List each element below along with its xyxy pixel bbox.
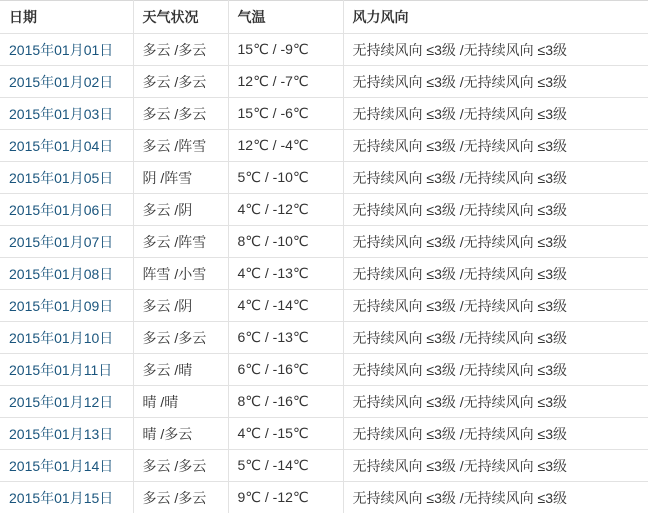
date-link[interactable]: 2015年01月11日	[9, 361, 113, 378]
weather-cell: 阴 /阵雪	[133, 162, 228, 194]
date-link[interactable]: 2015年01月06日	[9, 201, 114, 218]
temp-cell: 15℃ / -9℃	[228, 34, 343, 66]
date-link[interactable]: 2015年01月09日	[9, 297, 114, 314]
temp-cell: 6℃ / -13℃	[228, 322, 343, 354]
date-cell	[0, 34, 133, 66]
table-row	[0, 290, 648, 322]
wind-cell: 无持续风向 ≤3级 /无持续风向 ≤3级	[343, 130, 648, 162]
date-link[interactable]: 2015年01月10日	[9, 329, 114, 346]
date-cell	[0, 418, 133, 450]
temp-cell: 4℃ / -13℃	[228, 258, 343, 290]
date-cell	[0, 482, 133, 513]
table-row	[0, 34, 648, 66]
weather-cell: 多云 /阴	[133, 290, 228, 322]
wind-cell: 无持续风向 ≤3级 /无持续风向 ≤3级	[343, 450, 648, 482]
date-cell	[0, 386, 133, 418]
table-row	[0, 386, 648, 418]
temp-cell: 15℃ / -6℃	[228, 98, 343, 130]
header-row	[0, 1, 648, 34]
col-header-date: 日期	[0, 1, 133, 34]
weather-cell: 多云 /多云	[133, 34, 228, 66]
date-cell	[0, 226, 133, 258]
temp-cell: 6℃ / -16℃	[228, 354, 343, 386]
weather-cell: 多云 /多云	[133, 66, 228, 98]
weather-cell: 多云 /阴	[133, 194, 228, 226]
weather-cell: 阵雪 /小雪	[133, 258, 228, 290]
table-row	[0, 354, 648, 386]
col-header-weather: 天气状况	[133, 1, 228, 34]
table-row	[0, 98, 648, 130]
table-row	[0, 450, 648, 482]
table-row	[0, 130, 648, 162]
temp-cell: 4℃ / -12℃	[228, 194, 343, 226]
wind-cell: 无持续风向 ≤3级 /无持续风向 ≤3级	[343, 418, 648, 450]
temp-cell: 8℃ / -10℃	[228, 226, 343, 258]
weather-cell: 多云 /多云	[133, 482, 228, 513]
date-cell	[0, 450, 133, 482]
weather-cell: 晴 /晴	[133, 386, 228, 418]
temp-cell: 4℃ / -15℃	[228, 418, 343, 450]
date-link[interactable]: 2015年01月12日	[9, 393, 114, 410]
wind-cell: 无持续风向 ≤3级 /无持续风向 ≤3级	[343, 226, 648, 258]
wind-cell: 无持续风向 ≤3级 /无持续风向 ≤3级	[343, 162, 648, 194]
wind-cell: 无持续风向 ≤3级 /无持续风向 ≤3级	[343, 322, 648, 354]
weather-cell: 多云 /多云	[133, 450, 228, 482]
weather-cell: 多云 /晴	[133, 354, 228, 386]
temp-cell: 12℃ / -4℃	[228, 130, 343, 162]
date-link[interactable]: 2015年01月04日	[9, 137, 114, 154]
temp-cell: 4℃ / -14℃	[228, 290, 343, 322]
date-link[interactable]: 2015年01月03日	[9, 105, 114, 122]
temp-cell: 12℃ / -7℃	[228, 66, 343, 98]
col-header-temp: 气温	[228, 1, 343, 34]
temp-cell: 8℃ / -16℃	[228, 386, 343, 418]
date-cell	[0, 290, 133, 322]
table-row	[0, 482, 648, 513]
col-header-wind: 风力风向	[343, 1, 648, 34]
weather-cell: 多云 /阵雪	[133, 130, 228, 162]
weather-cell: 多云 /阵雪	[133, 226, 228, 258]
wind-cell: 无持续风向 ≤3级 /无持续风向 ≤3级	[343, 258, 648, 290]
date-link[interactable]: 2015年01月13日	[9, 425, 114, 442]
temp-cell: 5℃ / -10℃	[228, 162, 343, 194]
table-row	[0, 162, 648, 194]
wind-cell: 无持续风向 ≤3级 /无持续风向 ≤3级	[343, 354, 648, 386]
wind-cell: 无持续风向 ≤3级 /无持续风向 ≤3级	[343, 66, 648, 98]
table-row	[0, 194, 648, 226]
date-link[interactable]: 2015年01月05日	[9, 169, 114, 186]
date-cell	[0, 66, 133, 98]
date-cell	[0, 354, 133, 386]
wind-cell: 无持续风向 ≤3级 /无持续风向 ≤3级	[343, 386, 648, 418]
date-cell	[0, 98, 133, 130]
wind-cell: 无持续风向 ≤3级 /无持续风向 ≤3级	[343, 98, 648, 130]
weather-cell: 多云 /多云	[133, 322, 228, 354]
table-row	[0, 322, 648, 354]
date-cell	[0, 258, 133, 290]
table-row	[0, 66, 648, 98]
temp-cell: 9℃ / -12℃	[228, 482, 343, 513]
wind-cell: 无持续风向 ≤3级 /无持续风向 ≤3级	[343, 194, 648, 226]
table-row	[0, 258, 648, 290]
date-cell	[0, 194, 133, 226]
date-link[interactable]: 2015年01月15日	[9, 489, 114, 506]
date-link[interactable]: 2015年01月01日	[9, 41, 114, 58]
date-cell	[0, 162, 133, 194]
date-link[interactable]: 2015年01月02日	[9, 73, 114, 90]
temp-cell: 5℃ / -14℃	[228, 450, 343, 482]
wind-cell: 无持续风向 ≤3级 /无持续风向 ≤3级	[343, 290, 648, 322]
table-row	[0, 418, 648, 450]
weather-cell: 晴 /多云	[133, 418, 228, 450]
date-cell	[0, 322, 133, 354]
date-cell	[0, 130, 133, 162]
table-row	[0, 226, 648, 258]
wind-cell: 无持续风向 ≤3级 /无持续风向 ≤3级	[343, 34, 648, 66]
date-link[interactable]: 2015年01月07日	[9, 233, 114, 250]
date-link[interactable]: 2015年01月14日	[9, 457, 114, 474]
date-link[interactable]: 2015年01月08日	[9, 265, 114, 282]
weather-cell: 多云 /多云	[133, 98, 228, 130]
wind-cell: 无持续风向 ≤3级 /无持续风向 ≤3级	[343, 482, 648, 513]
